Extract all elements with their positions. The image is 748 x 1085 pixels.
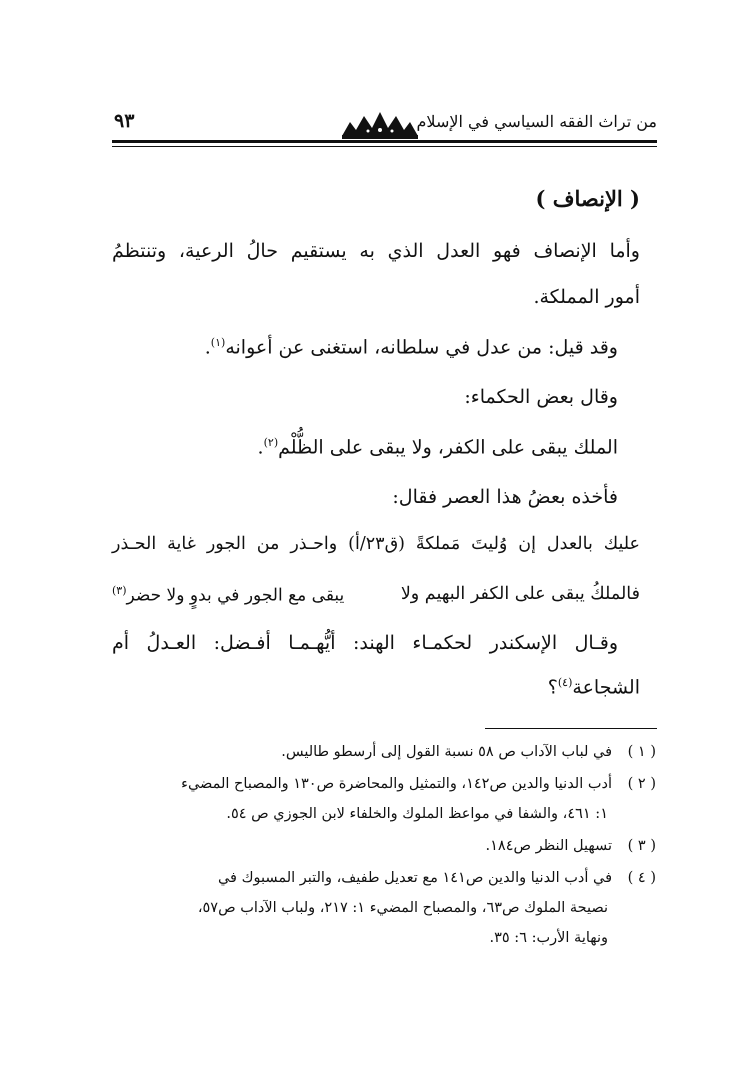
- footnote-number: ( ١ ): [627, 744, 656, 760]
- quote-intro: وقال بعض الحكماء:: [464, 386, 618, 408]
- footnote-number: ( ٢ ): [627, 776, 656, 792]
- footnote-number: ( ٣ ): [627, 838, 656, 854]
- footnote-text: في أدب الدنيا والدين ص١٤١ مع تعديل طفيف، والتبر المسبوك في: [217, 870, 612, 886]
- page-number: ٩٣: [114, 110, 135, 132]
- footnote-ref: (١): [210, 336, 226, 349]
- footnote: [112, 838, 656, 854]
- footnote: [112, 870, 656, 886]
- footnote: [112, 776, 656, 792]
- quote-line: [258, 436, 618, 458]
- poet-intro: فأخذه بعضُ هذا العصر فقال:: [392, 486, 618, 508]
- footnote-text: تسهيل النظر ص١٨٤.: [485, 838, 612, 854]
- punctuation: .: [204, 336, 211, 359]
- footnote: [112, 744, 656, 760]
- footnote-text: ١: ٤٦١، والشفا في مواعظ الملوك والخلفاء لابن الجوزي ص ٥٤.: [226, 806, 608, 822]
- verse-hemistich-left: [112, 584, 344, 606]
- quote-text: وقد قيل: من عدل في سلطانه، استغنى عن أعوانه: [225, 336, 618, 359]
- running-title: من تراث الفقه السياسي في الإسلام: [416, 112, 657, 131]
- footnote-text: أدب الدنيا والدين ص١٤٢، والتمثيل والمحاضرة ص١٣٠ والمصباح المضيء: [181, 776, 612, 792]
- footnote-text: نصيحة الملوك ص٦٣، والمصباح المضيء ١: ٢١٧، ولباب الآداب ص٥٧،: [197, 900, 608, 916]
- header-rule: [112, 140, 657, 143]
- verse-hemistich-right: فالملكُ يبقى على الكفر البهيم ولا: [400, 584, 640, 604]
- footnote-text: ونهاية الأرب: ٦: ٣٥.: [489, 930, 608, 946]
- verse-text: يبقى مع الجور في بدوٍ ولا حضر: [126, 585, 345, 606]
- footnote-text: في لباب الآداب ص ٥٨ نسبة القول إلى أرسطو طاليس.: [281, 744, 612, 760]
- quote-line: [205, 336, 618, 358]
- footnote-number: ( ٤ ): [627, 870, 656, 886]
- paragraph-line: [548, 676, 640, 698]
- quote-text: الملك يبقى على الكفر، ولا يبقى على الظُّلْم: [278, 436, 618, 459]
- paragraph-line: وقـال الإسكندر لحكمـاء الهند: أيُّهـمـا أفـضل: العـدلُ أم: [112, 632, 618, 654]
- crown-ornament-icon: [340, 110, 420, 140]
- footnote-ref: (٤): [557, 676, 573, 689]
- paragraph-line: وأما الإنصاف فهو العدل الذي به يستقيم حالُ الرعية، وتنتظمُ: [112, 240, 640, 262]
- header-rule-thin: [112, 146, 657, 147]
- punctuation: .: [257, 436, 264, 459]
- paragraph-text: الشجاعة: [572, 676, 640, 699]
- section-heading: ( الإنصاف ): [535, 186, 640, 211]
- verse-line: عليك بالعدل إن وُليتَ مَملكةً (ق٢٣/أ) واحـذر من الجور غاية الحـذر: [112, 534, 640, 554]
- footnote-separator: [485, 728, 657, 729]
- footnote-ref: (٢): [263, 436, 279, 449]
- paragraph-line: أمور المملكة.: [533, 286, 640, 308]
- punctuation: ؟: [547, 676, 558, 699]
- footnote-ref: (٣): [112, 584, 127, 597]
